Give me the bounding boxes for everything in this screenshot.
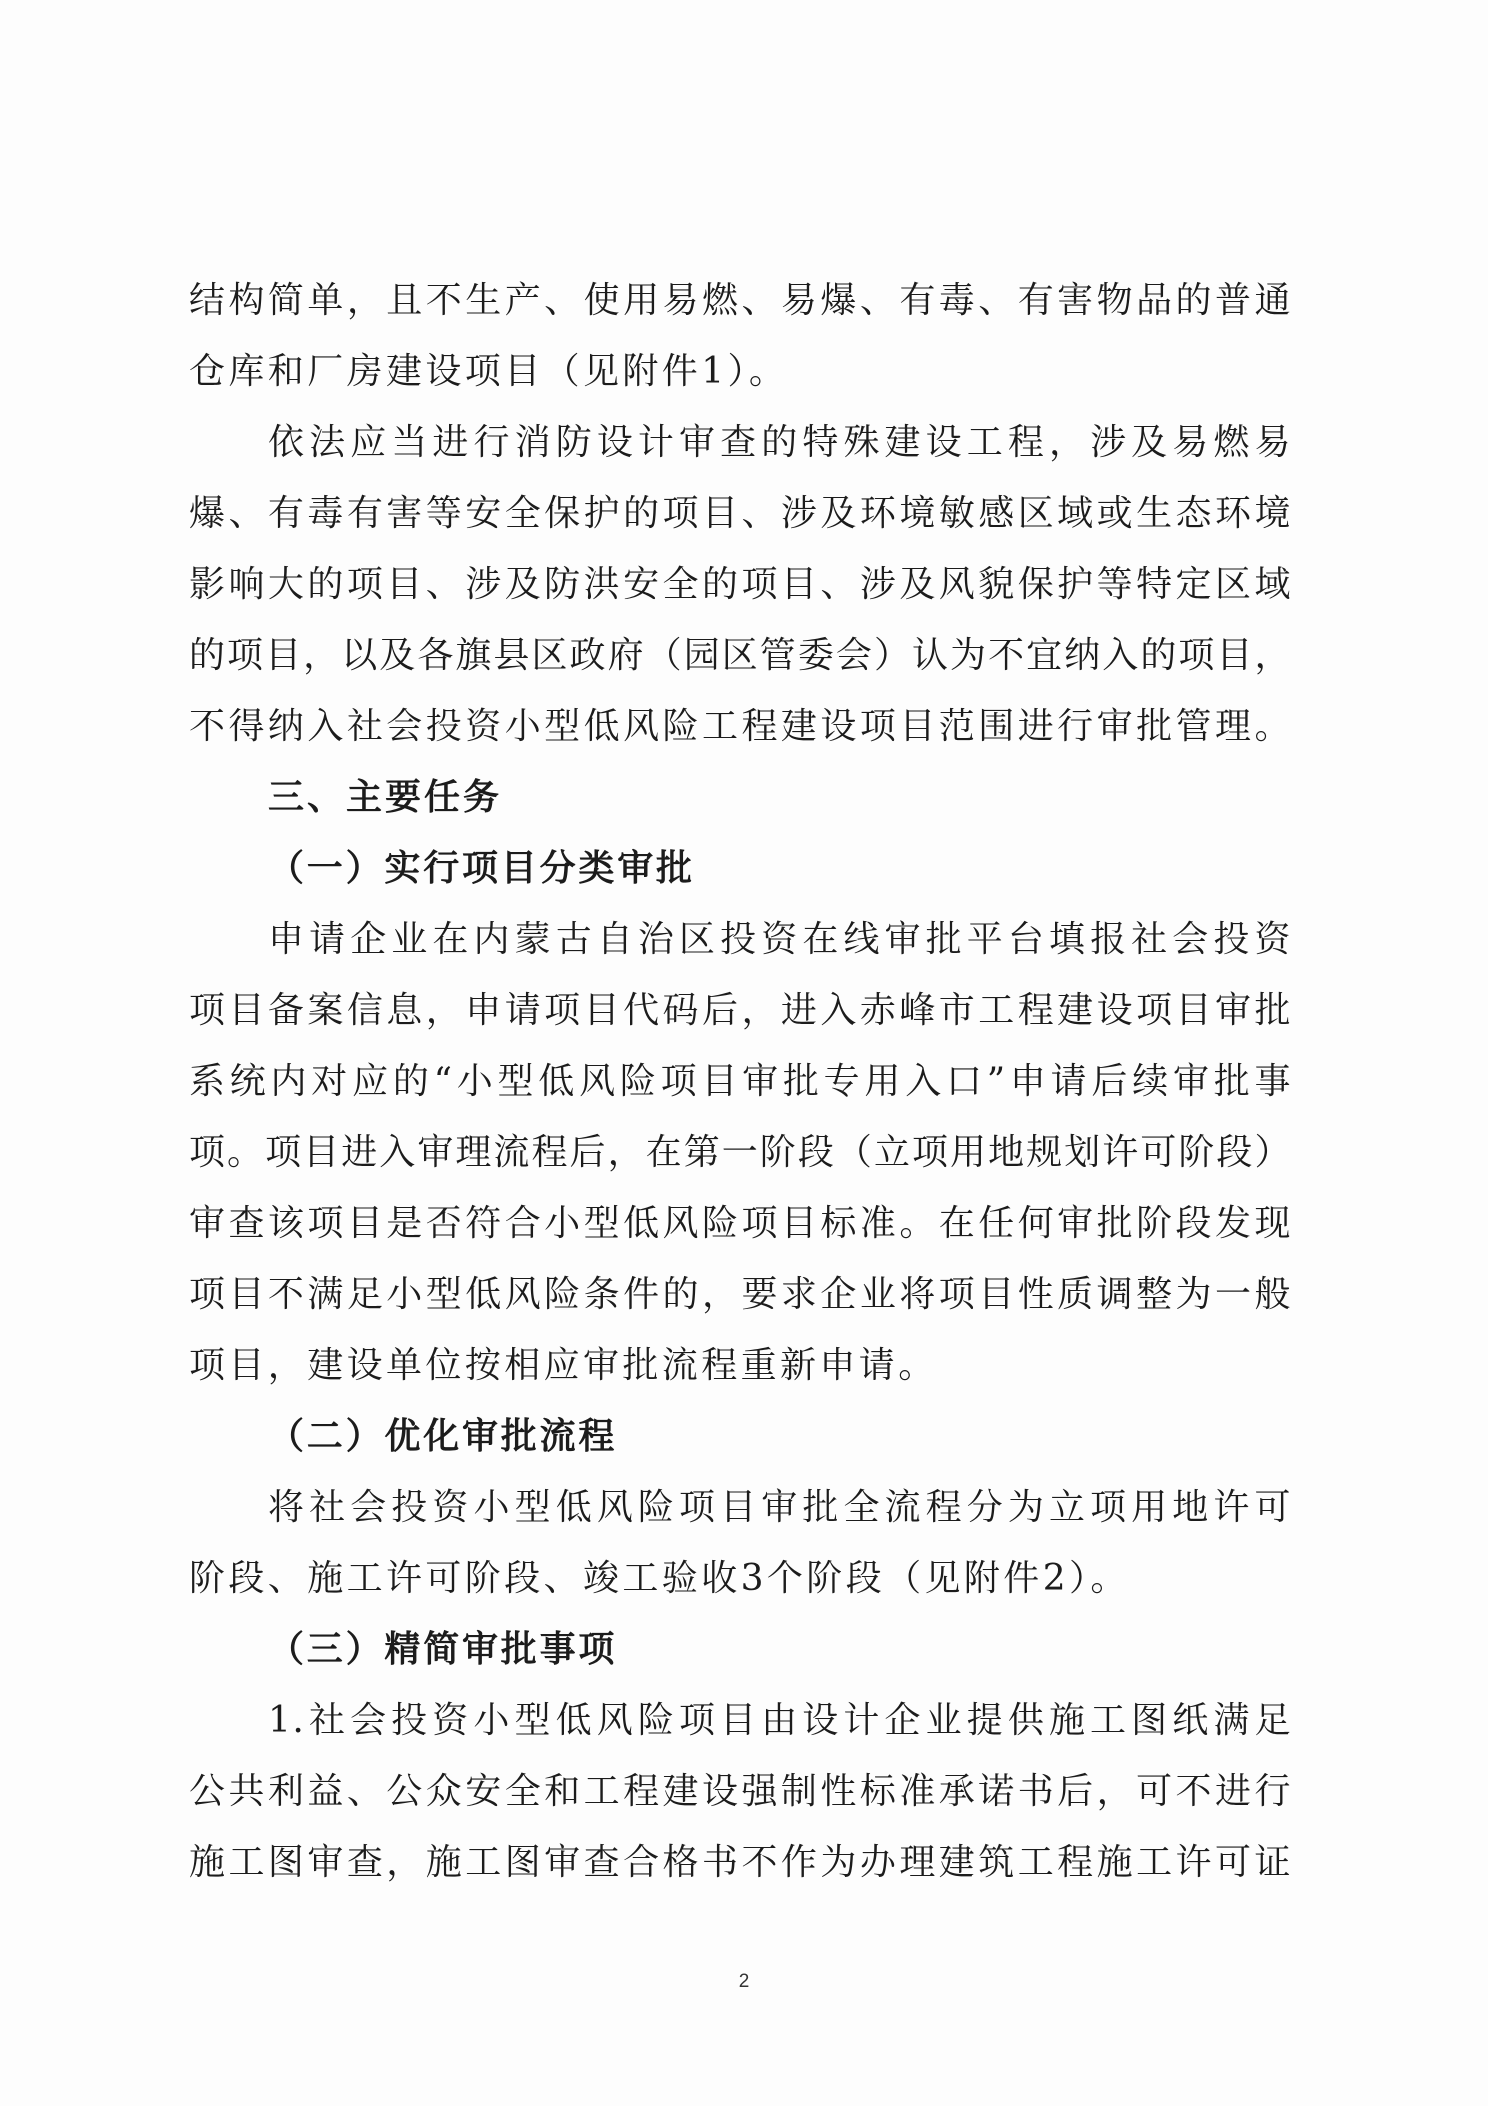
body-line: 阶段、施工许可阶段、竣工验收3个阶段（见附件2）。 xyxy=(189,1558,1130,1599)
body-line: 审查该项目是否符合小型低风险项目标准。在任何审批阶段发现 xyxy=(189,1203,1292,1244)
subsection-heading-2: （二）优化审批流程 xyxy=(268,1415,618,1457)
body-line: 项目，建设单位按相应审批流程重新申请。 xyxy=(189,1345,938,1386)
body-line: 不得纳入社会投资小型低风险工程建设项目范围进行审批管理。 xyxy=(189,706,1292,747)
body-line: 项。项目进入审理流程后，在第一阶段（立项用地规划许可阶段） xyxy=(189,1132,1292,1173)
body-line: 系统内对应的“小型低风险项目审批专用入口”申请后续审批事 xyxy=(189,1061,1292,1102)
paragraph-simplify xyxy=(189,1685,1292,1898)
body-line: 施工图审查，施工图审查合格书不作为办理建筑工程施工许可证 xyxy=(189,1842,1292,1883)
body-line: 的项目，以及各旗县区政府（园区管委会）认为不宜纳入的项目， xyxy=(189,635,1292,676)
subsection-heading-1: （一）实行项目分类审批 xyxy=(268,847,695,889)
document-body xyxy=(189,265,1292,1898)
page-number: 2 xyxy=(738,1971,750,1992)
body-line: 依法应当进行消防设计审查的特殊建设工程，涉及易燃易 xyxy=(268,422,1292,463)
body-line: 将社会投资小型低风险项目审批全流程分为立项用地许可 xyxy=(268,1487,1292,1528)
body-line: 申请企业在内蒙古自治区投资在线审批平台填报社会投资 xyxy=(268,919,1292,960)
body-line: 影响大的项目、涉及防洪安全的项目、涉及风貌保护等特定区域 xyxy=(189,564,1292,605)
paragraph-process xyxy=(189,1472,1292,1614)
body-line: 项目不满足小型低风险条件的，要求企业将项目性质调整为一般 xyxy=(189,1274,1292,1315)
body-line: 结构简单，且不生产、使用易燃、易爆、有毒、有害物品的普通 xyxy=(189,280,1292,321)
body-line: 项目备案信息，申请项目代码后，进入赤峰市工程建设项目审批 xyxy=(189,990,1292,1031)
paragraph-exclusions xyxy=(189,407,1292,762)
body-line: 1.社会投资小型低风险项目由设计企业提供施工图纸满足 xyxy=(268,1700,1292,1741)
paragraph-continued xyxy=(189,265,1292,407)
subsection-heading-3: （三）精简审批事项 xyxy=(268,1628,618,1670)
paragraph-classification xyxy=(189,904,1292,1401)
section-heading: 三、主要任务 xyxy=(268,777,503,818)
body-line: 爆、有毒有害等安全保护的项目、涉及环境敏感区域或生态环境 xyxy=(189,493,1292,534)
body-line: 公共利益、公众安全和工程建设强制性标准承诺书后，可不进行 xyxy=(189,1771,1292,1812)
body-line: 仓库和厂房建设项目（见附件1）。 xyxy=(189,351,789,392)
